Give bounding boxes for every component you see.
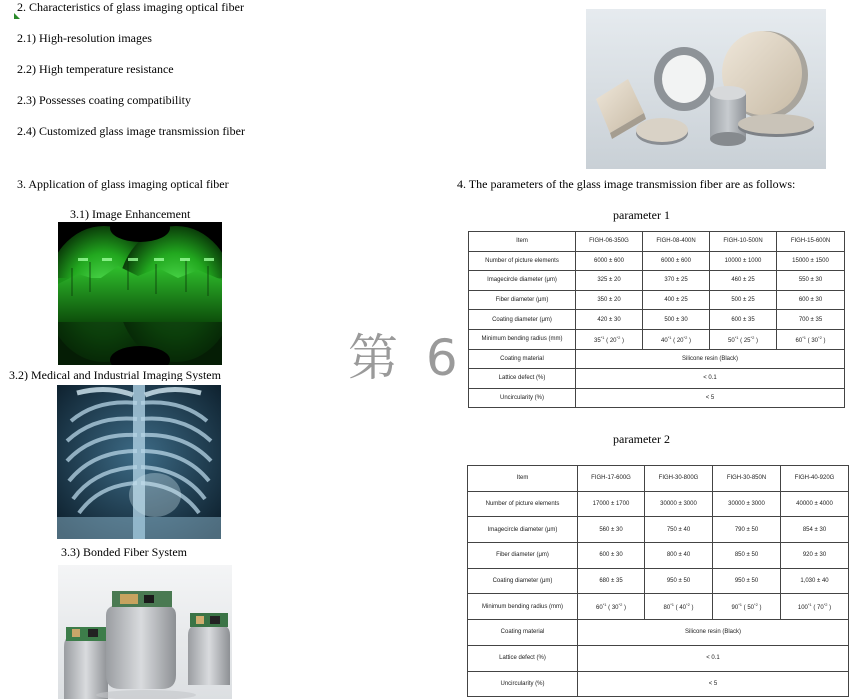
table-cell: Imagecircle diameter (μm) <box>469 271 576 291</box>
app-label-image-enhancement: 3.1) Image Enhancement <box>70 207 191 221</box>
table-row <box>468 594 849 620</box>
table-row <box>469 369 845 389</box>
bonded-fiber-graphic <box>58 565 232 699</box>
app-label-medical-wrapper <box>9 369 249 381</box>
table-cell: 60$^{*1}$ ( 30$^{*2}$ ) <box>578 594 645 620</box>
table-cell: Uncircularity (%) <box>468 671 578 697</box>
table-row <box>468 568 849 594</box>
fiber-plates-graphic <box>586 9 826 169</box>
table-cell: 100$^{*1}$ ( 70$^{*2}$ ) <box>781 594 849 620</box>
table-cell: < 0.1 <box>578 645 849 671</box>
table-header-row <box>468 466 849 492</box>
table-cell: 350 ± 20 <box>576 290 643 310</box>
table-cell: Silicone resin (Black) <box>578 620 849 646</box>
table-cell: 950 ± 50 <box>645 568 713 594</box>
table-cell: 1,030 ± 40 <box>781 568 849 594</box>
table-cell: 500 ± 25 <box>710 290 777 310</box>
table-cell: 15000 ± 1500 <box>777 251 845 271</box>
table-cell: 370 ± 25 <box>643 271 710 291</box>
table-cell: 90$^{*1}$ ( 50$^{*2}$ ) <box>713 594 781 620</box>
table-row <box>468 491 849 517</box>
table-cell: 854 ± 30 <box>781 517 849 543</box>
section-2-heading: 2. Characteristics of glass imaging optical fiber <box>17 0 244 14</box>
table-cell: < 5 <box>578 671 849 697</box>
table-cell: 800 ± 40 <box>645 543 713 569</box>
table-row <box>468 620 849 646</box>
table-cell: 17000 ± 1700 <box>578 491 645 517</box>
table-header-cell: FIGH-30-800G <box>645 466 713 492</box>
table-cell: Coating diameter (μm) <box>469 310 576 330</box>
feature-item: 2.3) Possesses coating compatibility <box>17 93 191 107</box>
app-label-bonded: 3.3) Bonded Fiber System <box>61 545 187 559</box>
table-cell: 700 ± 35 <box>777 310 845 330</box>
table-cell: 600 ± 30 <box>777 290 845 310</box>
table-cell: 680 ± 35 <box>578 568 645 594</box>
parameter-2-title: parameter 2 <box>613 432 670 446</box>
table-cell: Uncircularity (%) <box>469 388 576 408</box>
table-row <box>468 671 849 697</box>
table-cell: 6000 ± 600 <box>643 251 710 271</box>
night-vision-graphic <box>58 222 222 365</box>
table-cell: 420 ± 30 <box>576 310 643 330</box>
table-cell: 35$^{*1}$ ( 20$^{*2}$ ) <box>576 329 643 349</box>
table-cell: Minimum bending radius (mm) <box>468 594 578 620</box>
section-4-heading: 4. The parameters of the glass image transmission fiber are as follows: <box>457 177 796 191</box>
app-label-medical: 3.2) Medical and Industrial Imaging System <box>9 369 221 381</box>
table-header-cell: FIGH-08-400N <box>643 232 710 252</box>
table-header-cell: FIGH-30-850N <box>713 466 781 492</box>
night-vision-image <box>58 222 222 365</box>
table-header-cell: Item <box>469 232 576 252</box>
table-header-cell: FIGH-06-350G <box>576 232 643 252</box>
parameter-1-title: parameter 1 <box>613 208 670 222</box>
section-3-heading: 3. Application of glass imaging optical fiber <box>17 177 229 191</box>
table-row <box>468 517 849 543</box>
table-row <box>469 251 845 271</box>
fiber-plates-image <box>586 9 826 169</box>
bonded-fiber-image <box>58 565 232 699</box>
table-cell: 750 ± 40 <box>645 517 713 543</box>
table-row <box>469 271 845 291</box>
table-cell: < 0.1 <box>576 369 845 389</box>
table-cell: 80$^{*1}$ ( 40$^{*2}$ ) <box>645 594 713 620</box>
table-header-cell: FIGH-10-500N <box>710 232 777 252</box>
feature-item: 2.1) High-resolution images <box>17 31 152 45</box>
table-cell: Coating material <box>469 349 576 369</box>
table-cell: 920 ± 30 <box>781 543 849 569</box>
table-cell: Minimum bending radius (mm) <box>469 329 576 349</box>
feature-item: 2.2) High temperature resistance <box>17 62 174 76</box>
table-cell: Coating material <box>468 620 578 646</box>
feature-item-clipped <box>17 125 245 141</box>
table-cell: 550 ± 30 <box>777 271 845 291</box>
table-row <box>469 388 845 408</box>
table-cell: 600 ± 35 <box>710 310 777 330</box>
table-cell: 325 ± 20 <box>576 271 643 291</box>
parameter-1-table <box>468 231 845 408</box>
table-cell: 950 ± 50 <box>713 568 781 594</box>
table-cell: Fiber diameter (μm) <box>468 543 578 569</box>
table-cell: 600 ± 30 <box>578 543 645 569</box>
table-row <box>469 329 845 349</box>
table-cell: 500 ± 30 <box>643 310 710 330</box>
table-cell: Number of picture elements <box>468 491 578 517</box>
parameter-2-table <box>467 465 849 697</box>
table-row <box>468 645 849 671</box>
table-cell: 460 ± 25 <box>710 271 777 291</box>
table-cell: 60$^{*1}$ ( 30$^{*2}$ ) <box>777 329 845 349</box>
chest-xray-image <box>57 385 221 539</box>
table-cell: Number of picture elements <box>469 251 576 271</box>
table-cell: Fiber diameter (μm) <box>469 290 576 310</box>
table-cell: < 5 <box>576 388 845 408</box>
table-cell: Lattice defect (%) <box>469 369 576 389</box>
table-header-cell: FIGH-15-600N <box>777 232 845 252</box>
table-cell: 790 ± 50 <box>713 517 781 543</box>
table-cell: 400 ± 25 <box>643 290 710 310</box>
table-cell: Silicone resin (Black) <box>576 349 845 369</box>
chest-xray-graphic <box>57 385 221 539</box>
table-cell: 50$^{*1}$ ( 25$^{*2}$ ) <box>710 329 777 349</box>
table-cell: 40000 ± 4000 <box>781 491 849 517</box>
table-row <box>468 543 849 569</box>
table-header-cell: Item <box>468 466 578 492</box>
table-header-cell: FIGH-17-600G <box>578 466 645 492</box>
table-row <box>469 310 845 330</box>
table-cell: 560 ± 30 <box>578 517 645 543</box>
table-cell: 40$^{*1}$ ( 20$^{*2}$ ) <box>643 329 710 349</box>
table-header-cell: FIGH-40-920G <box>781 466 849 492</box>
table-cell: 30000 ± 3000 <box>713 491 781 517</box>
table-cell: Lattice defect (%) <box>468 645 578 671</box>
table-cell: 30000 ± 3000 <box>645 491 713 517</box>
table-row <box>469 349 845 369</box>
table-cell: 850 ± 50 <box>713 543 781 569</box>
watermark-text: 第 6 <box>348 329 464 387</box>
feature-item: 2.4) Customized glass image transmission fiber <box>17 125 245 138</box>
table-cell: Coating diameter (μm) <box>468 568 578 594</box>
table-cell: 10000 ± 1000 <box>710 251 777 271</box>
table-cell: 6000 ± 600 <box>576 251 643 271</box>
table-header-row <box>469 232 845 252</box>
table-row <box>469 290 845 310</box>
table-cell: Imagecircle diameter (μm) <box>468 517 578 543</box>
